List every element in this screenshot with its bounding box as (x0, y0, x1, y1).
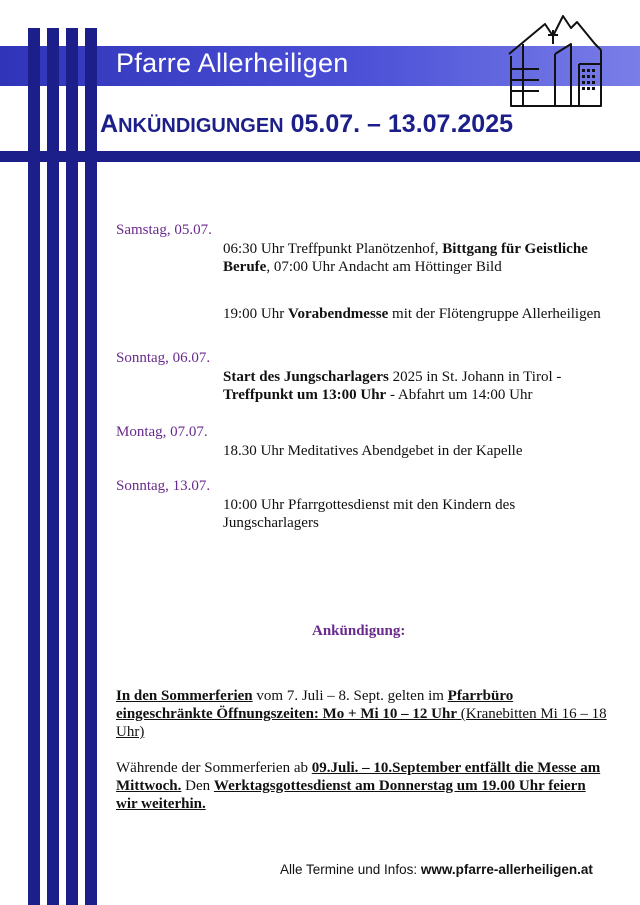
website-link[interactable]: www.pfarre-allerheiligen.at (420, 862, 593, 877)
event-entry: 10:00 Uhr Pfarrgottesdienst mit den Kindern des Jungscharlagers (223, 497, 516, 531)
footer-label: Alle Termine und Infos: (280, 862, 421, 877)
parish-name: Pfarre Allerheiligen (116, 48, 349, 78)
announcement-label: Ankündigung: (312, 623, 406, 639)
event-entry: 18.30 Uhr Meditatives Abendgebet in der Kapelle (223, 443, 523, 459)
day-label: Montag, 07.07. (116, 424, 208, 440)
horizontal-bar (0, 151, 640, 162)
day-label: Sonntag, 13.07. (116, 478, 211, 494)
event-entry: Start des Jungscharlagers 2025 in St. Johann in Tirol - Treffpunkt um 13:00 Uhr - Abfahrt um 14:00 Uhr (223, 369, 562, 403)
day-label: Sonntag, 06.07. (116, 350, 211, 366)
announcement-paragraph-1: In den Sommerferien vom 7. Juli – 8. Sept. gelten im Pfarrbüro eingeschränkte Öffnungszeiten: Mo + Mi 10 – 12 Uhr (Kranebitten Mi 16 – 18 Uhr) (116, 688, 607, 740)
announcement-paragraph-2: Währende der Sommerferien ab 09.Juli. – 10.September entfällt die Messe am Mittwoch. Den Werktagsgottesdienst am Donnerstag um 19.00 Uhr feiern wir weiterhin. (116, 760, 601, 812)
day-label: Samstag, 05.07. (116, 222, 212, 238)
event-entry: 19:00 Uhr Vorabendmesse mit der Flötengruppe Allerheiligen (223, 306, 601, 322)
event-entry: 06:30 Uhr Treffpunkt Planötzenhof, Bittgang für Geistliche Berufe, 07:00 Uhr Andacht am Höttinger Bild (223, 241, 588, 275)
footer (280, 862, 593, 877)
church-logo-icon (505, 14, 605, 108)
page-title: ANKÜNDIGUNGEN 05.07. – 13.07.2025 (100, 110, 514, 138)
